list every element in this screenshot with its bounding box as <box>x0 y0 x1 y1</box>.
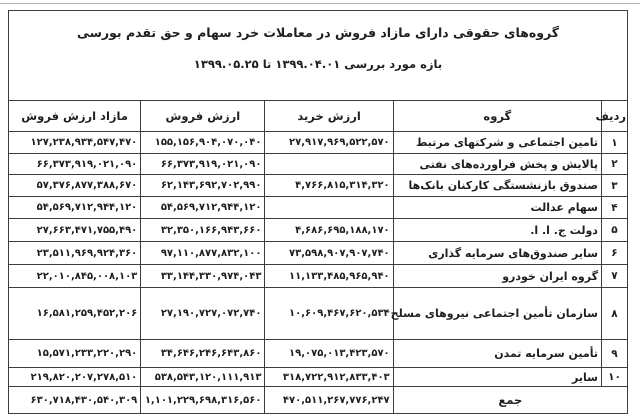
surplus-value-cell: ۱۵,۵۷۱,۲۳۳,۲۲۰,۲۹۰ <box>9 340 141 368</box>
total-label-cell: جمع <box>393 387 627 414</box>
header-row-no: ردیف <box>601 101 627 132</box>
row-index-cell: ۴ <box>601 197 627 219</box>
row-index-cell: ۳ <box>601 175 627 197</box>
header-group: گروه <box>393 101 601 132</box>
header-buy-value: ارزش خرید <box>265 101 393 132</box>
row-index-cell: ۶ <box>601 242 627 265</box>
buy-value-cell: ۱۰,۶۰۹,۴۶۷,۶۲۰,۵۳۴ <box>265 288 393 340</box>
table-title-row <box>9 11 628 101</box>
row-index-cell: ۲ <box>601 154 627 175</box>
group-name-cell: پالایش و پخش فراورده‌های نفتی <box>393 154 601 175</box>
table-row <box>9 265 628 288</box>
group-name-cell: گروه ایران خودرو <box>393 265 601 288</box>
sell-value-cell: ۶۲,۱۴۳,۶۹۲,۷۰۲,۹۹۰ <box>141 175 265 197</box>
group-name-cell: سهام عدالت <box>393 197 601 219</box>
group-name-cell: سایر صندوق‌های سرمایه گذاری <box>393 242 601 265</box>
sell-value-cell: ۹۷,۱۱۰,۸۷۷,۸۳۲,۱۰۰ <box>141 242 265 265</box>
group-name-cell: صندوق بازنشستگی کارکنان بانک‌ها <box>393 175 601 197</box>
sell-value-cell: ۳۳,۱۴۴,۳۳۰,۹۷۴,۰۴۳ <box>141 265 265 288</box>
table-row <box>9 175 628 197</box>
sell-value-cell: ۶۶,۳۷۳,۹۱۹,۰۲۱,۰۹۰ <box>141 154 265 175</box>
sell-value-cell: ۳۴,۶۴۶,۲۴۶,۶۴۳,۸۶۰ <box>141 340 265 368</box>
row-index-cell: ۷ <box>601 265 627 288</box>
surplus-value-cell: ۵۴,۵۶۹,۷۱۲,۹۴۴,۱۲۰ <box>9 197 141 219</box>
buy-value-cell: ۱۱,۱۳۳,۴۸۵,۹۶۵,۹۴۰ <box>265 265 393 288</box>
sell-value-cell: ۵۳۸,۵۴۳,۱۲۰,۱۱۱,۹۱۳ <box>141 368 265 387</box>
sell-value-cell: ۳۲,۳۵۰,۱۶۶,۹۴۳,۶۶۰ <box>141 219 265 242</box>
page-top-divider <box>0 3 640 4</box>
sell-value-cell: ۱۵۵,۱۵۶,۹۰۴,۰۷۰,۰۴۰ <box>141 132 265 154</box>
row-index-cell: ۸ <box>601 288 627 340</box>
sell-value-cell: ۵۴,۵۶۹,۷۱۲,۹۴۴,۱۲۰ <box>141 197 265 219</box>
buy-value-cell <box>265 154 393 175</box>
report-sheet <box>8 10 628 414</box>
surplus-value-cell: ۲۱۹,۸۲۰,۲۰۷,۲۷۸,۵۱۰ <box>9 368 141 387</box>
surplus-value-cell: ۶۶,۳۷۳,۹۱۹,۰۲۱,۰۹۰ <box>9 154 141 175</box>
date-range-subtitle: بازه مورد بررسی ۱۳۹۹.۰۴.۰۱ تا ۱۳۹۹.۰۵.۲۵ <box>193 57 443 71</box>
group-name-cell: دولت ج. ا. ا. <box>393 219 601 242</box>
row-index-cell: ۹ <box>601 340 627 368</box>
buy-value-cell: ۲۷,۹۱۷,۹۶۹,۵۲۲,۵۷۰ <box>265 132 393 154</box>
buy-value-cell: ۴,۶۸۶,۶۹۵,۱۸۸,۱۷۰ <box>265 219 393 242</box>
buy-value-cell: ۱۹,۰۷۵,۰۱۳,۴۲۳,۵۷۰ <box>265 340 393 368</box>
page-title: گروه‌های حقوقی دارای مازاد فروش در معاملات خرد سهام و حق تقدم بورسی <box>76 25 560 40</box>
table-row <box>9 242 628 265</box>
row-index-cell: ۱۰ <box>601 368 627 387</box>
buy-value-cell: ۳۱۸,۷۲۲,۹۱۲,۸۳۳,۴۰۳ <box>265 368 393 387</box>
total-surplus-value-cell: ۶۳۰,۷۱۸,۴۳۰,۵۴۰,۳۰۹ <box>9 387 141 414</box>
group-name-cell: سازمان تأمین اجتماعی نیروهای مسلح <box>393 288 601 340</box>
table-row <box>9 288 628 340</box>
buy-value-cell <box>265 197 393 219</box>
buy-value-cell: ۷۳,۵۹۸,۹۰۷,۹۰۷,۷۴۰ <box>265 242 393 265</box>
table-header-row <box>9 101 628 132</box>
surplus-value-cell: ۵۷,۳۷۶,۸۷۷,۳۸۸,۶۷۰ <box>9 175 141 197</box>
header-sell-value: ارزش فروش <box>141 101 265 132</box>
surplus-value-cell: ۲۲,۰۱۰,۸۴۵,۰۰۸,۱۰۳ <box>9 265 141 288</box>
group-name-cell: تامین اجتماعی و شرکتهای مرتبط <box>393 132 601 154</box>
buy-value-cell: ۴,۷۶۶,۸۱۵,۳۱۴,۳۲۰ <box>265 175 393 197</box>
table-row <box>9 197 628 219</box>
table-row <box>9 132 628 154</box>
total-buy-value-cell: ۴۷۰,۵۱۱,۲۶۷,۷۷۶,۲۴۷ <box>265 387 393 414</box>
table-title-cell <box>9 11 628 101</box>
total-sell-value-cell: ۱,۱۰۱,۲۲۹,۶۹۸,۳۱۶,۵۶۰ <box>141 387 265 414</box>
row-index-cell: ۱ <box>601 132 627 154</box>
table-row <box>9 219 628 242</box>
row-index-cell: ۵ <box>601 219 627 242</box>
surplus-value-cell: ۱۶,۵۸۱,۲۵۹,۴۵۲,۲۰۶ <box>9 288 141 340</box>
surplus-value-cell: ۱۲۷,۲۳۸,۹۳۴,۵۴۷,۴۷۰ <box>9 132 141 154</box>
sell-value-cell: ۲۷,۱۹۰,۷۲۷,۰۷۲,۷۴۰ <box>141 288 265 340</box>
table-row <box>9 340 628 368</box>
surplus-sales-table <box>8 10 628 414</box>
group-name-cell: سایر <box>393 368 601 387</box>
surplus-value-cell: ۲۳,۵۱۱,۹۶۹,۹۲۴,۳۶۰ <box>9 242 141 265</box>
surplus-value-cell: ۲۷,۶۶۳,۴۷۱,۷۵۵,۴۹۰ <box>9 219 141 242</box>
group-name-cell: تأمین سرمایه تمدن <box>393 340 601 368</box>
table-row <box>9 154 628 175</box>
header-surplus: مازاد ارزش فروش <box>9 101 141 132</box>
total-row <box>9 387 628 414</box>
table-row <box>9 368 628 387</box>
